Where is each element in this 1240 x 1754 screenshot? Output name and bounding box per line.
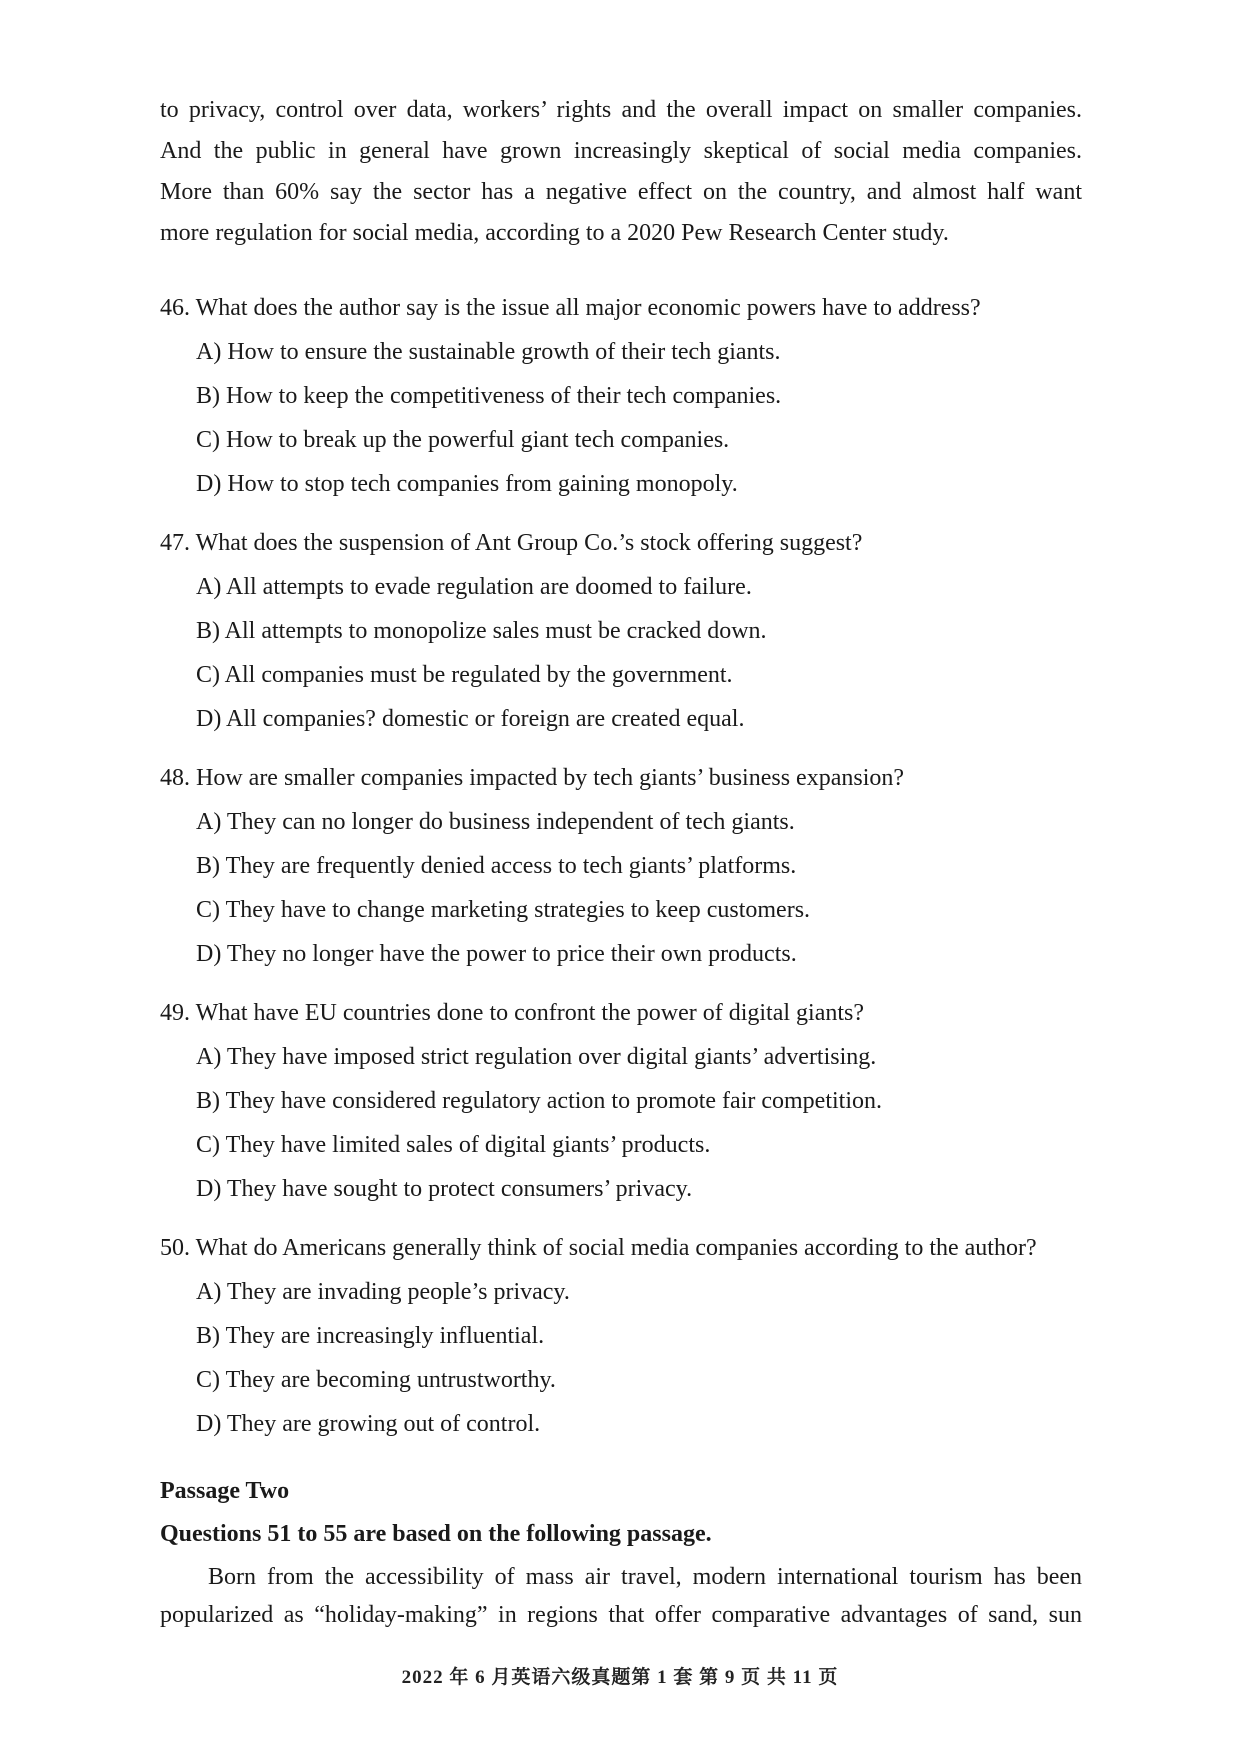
option-a: A) They can no longer do business independent of tech giants. bbox=[196, 809, 795, 835]
paragraph-line: popularized as “holiday-making” in regions that offer comparative advantages of sand, sun bbox=[160, 1602, 1082, 1628]
question-49 bbox=[160, 991, 1120, 1211]
question-stem: 50. What do Americans generally think of social media companies according to the author? bbox=[160, 1235, 1037, 1261]
paragraph-line: More than 60% say the sector has a negative effect on the country, and almost half want bbox=[160, 179, 1082, 205]
option-d: D) How to stop tech companies from gaining monopoly. bbox=[196, 471, 738, 497]
passage-two-text bbox=[160, 1558, 1082, 1634]
option-a: A) They have imposed strict regulation over digital giants’ advertising. bbox=[196, 1044, 877, 1070]
intro-paragraph bbox=[160, 90, 1082, 254]
option-b: B) They are increasingly influential. bbox=[196, 1323, 545, 1349]
option-c: C) They have to change marketing strategies to keep customers. bbox=[196, 897, 811, 923]
question-stem: 48. How are smaller companies impacted by tech giants’ business expansion? bbox=[160, 765, 905, 791]
option-c: C) All companies must be regulated by the government. bbox=[196, 662, 733, 688]
paragraph-line: to privacy, control over data, workers’ rights and the overall impact on smaller companies. bbox=[160, 97, 1082, 123]
paragraph-line: Born from the accessibility of mass air travel, modern international tourism has been bbox=[208, 1564, 1082, 1590]
option-b: B) They are frequently denied access to tech giants’ platforms. bbox=[196, 853, 797, 879]
question-47 bbox=[160, 521, 1120, 741]
option-b: B) How to keep the competitiveness of their tech companies. bbox=[196, 383, 782, 409]
question-48 bbox=[160, 756, 1120, 976]
option-d: D) All companies? domestic or foreign are created equal. bbox=[196, 706, 745, 732]
option-a: A) All attempts to evade regulation are doomed to failure. bbox=[196, 574, 752, 600]
page-footer: 2022 年 6 月英语六级真题第 1 套 第 9 页 共 11 页 bbox=[401, 1667, 839, 1688]
passage-two-title: Passage Two bbox=[160, 1478, 290, 1504]
option-a: A) How to ensure the sustainable growth of their tech giants. bbox=[196, 339, 781, 365]
paragraph-line: And the public in general have grown increasingly skeptical of social media companies. bbox=[160, 138, 1082, 164]
option-c: C) How to break up the powerful giant tech companies. bbox=[196, 427, 730, 453]
option-d: D) They have sought to protect consumers’ privacy. bbox=[196, 1176, 693, 1202]
option-d: D) They are growing out of control. bbox=[196, 1411, 541, 1437]
option-b: B) All attempts to monopolize sales must be cracked down. bbox=[196, 618, 767, 644]
option-d: D) They no longer have the power to price their own products. bbox=[196, 941, 797, 967]
question-stem: 49. What have EU countries done to confront the power of digital giants? bbox=[160, 1000, 865, 1026]
question-stem: 46. What does the author say is the issue all major economic powers have to address? bbox=[160, 295, 981, 321]
paragraph-line: more regulation for social media, according to a 2020 Pew Research Center study. bbox=[160, 220, 949, 246]
option-b: B) They have considered regulatory action to promote fair competition. bbox=[196, 1088, 883, 1114]
option-c: C) They have limited sales of digital giants’ products. bbox=[196, 1132, 711, 1158]
question-46 bbox=[160, 286, 1120, 506]
option-a: A) They are invading people’s privacy. bbox=[196, 1279, 570, 1305]
question-50 bbox=[160, 1226, 1120, 1446]
question-stem: 47. What does the suspension of Ant Group Co.’s stock offering suggest? bbox=[160, 530, 863, 556]
option-c: C) They are becoming untrustworthy. bbox=[196, 1367, 556, 1393]
passage-two-instruction: Questions 51 to 55 are based on the following passage. bbox=[160, 1521, 712, 1547]
